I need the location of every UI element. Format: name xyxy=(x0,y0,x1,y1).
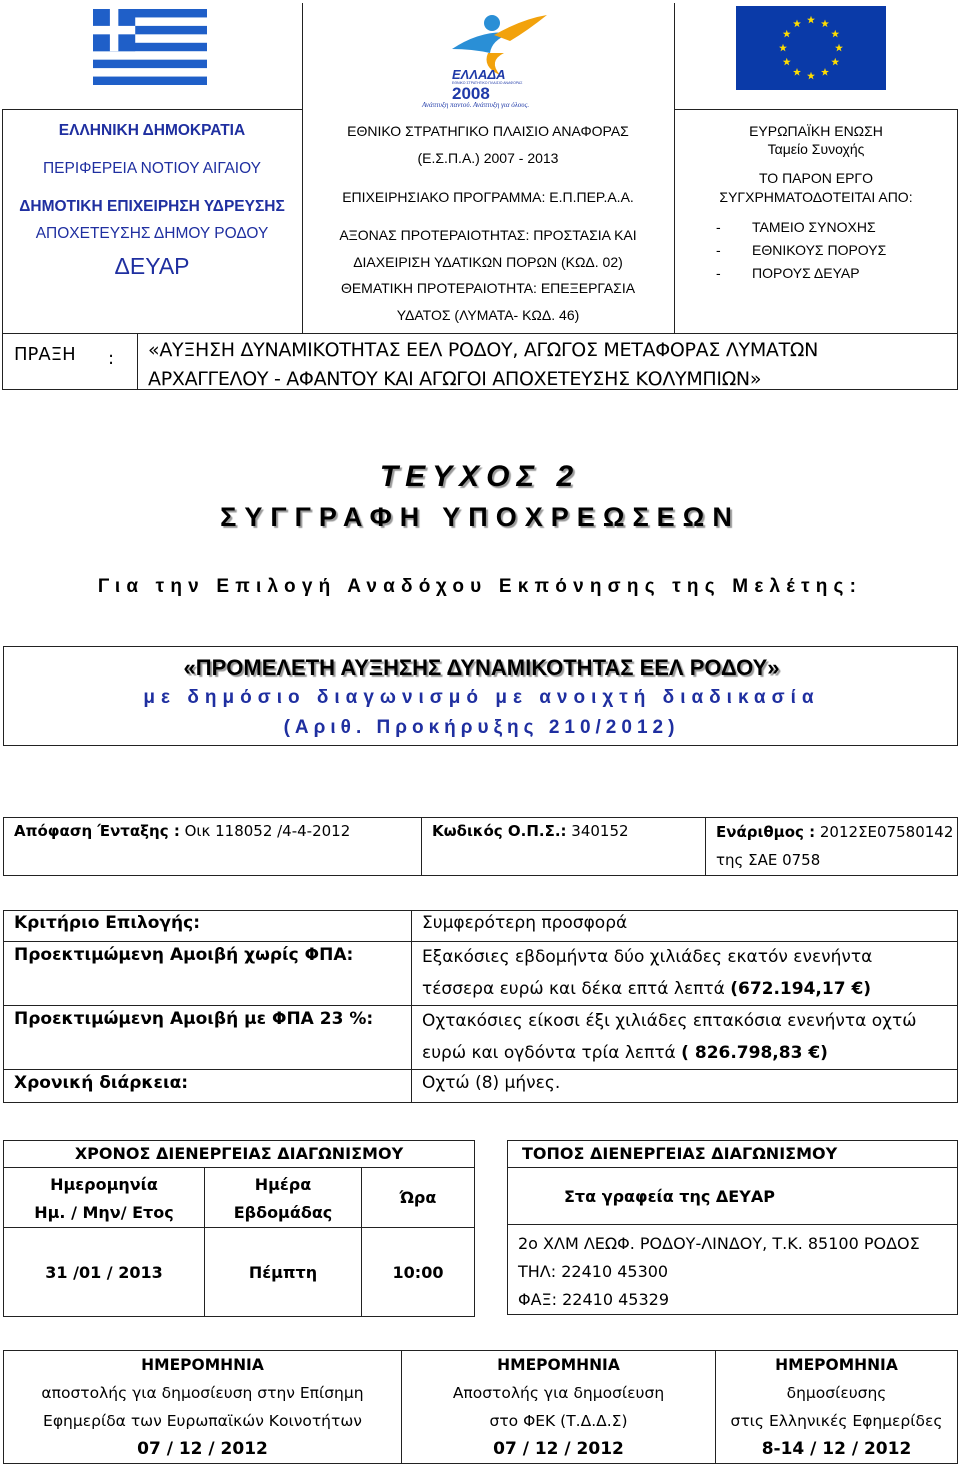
logo-slogan: Ανάπτυξη παντού. Ανάπτυξη για όλους. xyxy=(422,101,530,109)
nsrf-line-3: ΕΠΙΧΕΙΡΗΣΙΑΚΟ ΠΡΟΓΡΑΜΜΑ: Ε.Π.ΠΕΡ.Α.Α. xyxy=(342,189,634,205)
contest-time-table: ΧΡΟΝΟΣ ΔΙΕΝΕΡΓΕΙΑΣ ΔΙΑΓΩΝΙΣΜΟΥ Ημερομηνία Ημ. / Μην/ Ετος Ημέρα Εβδομάδας Ώρα 31 /01 / 2013 Πέμπτη 10:00 xyxy=(3,1140,475,1317)
purpose-line: Για την Επιλογή Αναδόχου Εκπόνησης της Μελέτης: xyxy=(97,576,863,597)
table-row: Χρονική διάρκεια: Οχτώ (8) μήνες. xyxy=(4,1070,958,1103)
criteria-table xyxy=(3,910,958,1103)
nsrf-line-2: (Ε.Σ.Π.Α.) 2007 - 2013 xyxy=(417,150,559,166)
nsrf-line-4: ΑΞΟΝΑΣ ΠΡΟΤΕΡΑΙΟΤΗΤΑΣ: ΠΡΟΣΤΑΣΙΑ ΚΑΙ xyxy=(339,227,637,243)
logo-title: ΕΛΛΑΔΑ xyxy=(452,67,506,82)
funding-item: - ΠΟΡΟΥΣ ΔΕΥΑΡ xyxy=(716,265,860,281)
praxi-title-1: «ΑΥΞΗΣΗ ΔΥΝΑΜΙΚΟΤΗΤΑΣ ΕΕΛ ΡΟΔΟΥ, ΑΓΩΓΟΣ ΜΕΤΑΦΟΡΑΣ ΛΥΜΑΤΩΝ xyxy=(148,339,819,361)
ops-code-cell: Κωδικός Ο.Π.Σ.: 340152 xyxy=(422,818,706,876)
logo-year: 2008 xyxy=(452,84,490,103)
nsrf-line-5: ΔΙΑΧΕΙΡΙΣΗ ΥΔΑΤΙΚΩΝ ΠΟΡΩΝ (ΚΩΔ. 02) xyxy=(353,254,623,270)
project-box xyxy=(3,646,958,746)
contest-place-table: ΤΟΠΟΣ ΔΙΕΝΕΡΓΕΙΑΣ ΔΙΑΓΩΝΙΣΜΟΥ Στα γραφεία της ΔΕΥΑΡ 2ο ΧΛΜ ΛΕΩΦ. ΡΟΔΟΥ-ΛΙΝΔΟΥ, Τ.Κ. 85100 ΡΟΔΟΣ ΤΗΛ: 22410 45300 ΦΑΞ: 22410 45329 xyxy=(507,1140,958,1315)
procedure-line: με δημόσιο διαγωνισμό με ανοιχτή διαδικασία xyxy=(143,687,820,708)
eu-line-4: ΣΥΓΧΡΗΜΑΤΟΔΟΤΕΙΤΑΙ ΑΠΟ: xyxy=(719,189,913,205)
funding-item: - ΕΘΝΙΚΟΥΣ ΠΟΡΟΥΣ xyxy=(716,242,887,258)
table-row: Κριτήριο Επιλογής: Συμφερότερη προσφορά xyxy=(4,911,958,942)
eu-line-1: ΕΥΡΩΠΑΪΚΗ ΕΝΩΣΗ xyxy=(749,123,883,139)
org-name: ΔΕΥΑΡ xyxy=(114,253,190,279)
espa-logo xyxy=(412,9,562,109)
nsrf-line-7: ΥΔΑΤΟΣ (ΛΥΜΑΤΑ- ΚΩΔ. 46) xyxy=(396,307,580,323)
funding-list xyxy=(716,216,956,285)
nsrf-line-6: ΘΕΜΑΤΙΚΗ ΠΡΟΤΕΡΑΙΟΤΗΤΑ: ΕΠΕΞΕΡΓΑΣΙΑ xyxy=(340,280,636,296)
eu-flag-icon xyxy=(736,6,886,90)
notice-number: (Αριθ. Προκήρυξης 210/2012) xyxy=(283,717,680,738)
eu-line-2: Ταμείο Συνοχής xyxy=(767,141,865,157)
greek-flag-icon xyxy=(79,9,221,85)
logo-subtitle: ΕΘΝΙΚΟ ΣΤΡΑΤΗΓΙΚΟ ΠΛΑΙΣΙΟ ΑΝΑΦΟΡΑΣ xyxy=(452,81,523,85)
document-title: ΣΥΓΓΡΑΦΗ ΥΠΟΧΡΕΩΣΕΩΝ xyxy=(220,502,740,532)
funding-item: - ΤΑΜΕΙΟ ΣΥΝΟΧΗΣ xyxy=(716,219,876,235)
eu-line-3: ΤΟ ΠΑΡΟΝ ΕΡΓΟ xyxy=(758,170,874,186)
org-line-4: ΑΠΟΧΕΤΕΥΣΗΣ ΔΗΜΟΥ ΡΟΔΟΥ xyxy=(35,225,269,242)
enarithmos-cell: Ενάριθμος : 2012ΣΕ07580142 της ΣΑΕ 0758 xyxy=(706,818,958,876)
date-column: ΗΜΕΡΟΜΗΝΙΑ δημοσίευσης στις Ελληνικές Εφημερίδες 8-14 / 12 / 2012 xyxy=(716,1351,958,1464)
decision-cell: Απόφαση Ένταξης : Οικ 118052 /4-4-2012 xyxy=(4,818,422,876)
header xyxy=(2,3,958,390)
org-line-3: ΔΗΜΟΤΙΚΗ ΕΠΙΧΕΙΡΗΣΗ ΥΔΡΕΥΣΗΣ xyxy=(19,198,285,215)
date-column: ΗΜΕΡΟΜΗΝΙΑ αποστολής για δημοσίευση στην Επίσημη Εφημερίδα των Ευρωπαϊκών Κοινοτήτων 07 / 12 / 2012 xyxy=(4,1351,402,1464)
date-column: ΗΜΕΡΟΜΗΝΙΑ Αποστολής για δημοσίευση στο ΦΕΚ (Τ.Δ.Δ.Σ) 07 / 12 / 2012 xyxy=(402,1351,716,1464)
praxi-title-2: ΑΡΧΑΓΓΕΛΟΥ - ΑΦΑΝΤΟΥ ΚΑΙ ΑΓΩΓΟΙ ΑΠΟΧΕΤΕΥΣΗΣ ΚΟΛΥΜΠΙΩΝ» xyxy=(148,368,762,390)
table-row: Προεκτιμώμενη Αμοιβή χωρίς ΦΠΑ: Εξακόσιες εβδομήντα δύο χιλιάδες εκατόν ενενήντα τέσσερα ευρώ και δέκα επτά λεπτά (672.194,17 €) xyxy=(4,942,958,1006)
org-line-1: ΕΛΛΗΝΙΚΗ ΔΗΜΟΚΡΑΤΙΑ xyxy=(58,122,246,139)
nsrf-line-1: ΕΘΝΙΚΟ ΣΤΡΑΤΗΓΙΚΟ ΠΛΑΙΣΙΟ ΑΝΑΦΟΡΑΣ xyxy=(347,123,629,139)
org-line-2: ΠΕΡΙΦΕΡΕΙΑ ΝΟΤΙΟΥ ΑΙΓΑΙΟΥ xyxy=(42,160,262,177)
praxi-colon: : xyxy=(108,348,115,369)
publication-dates-table xyxy=(3,1350,958,1464)
volume-title: ΤΕΥΧΟΣ 2 xyxy=(379,460,581,493)
project-title: «ΠΡΟΜΕΛΕΤΗ ΑΥΞΗΣΗΣ ΔΥΝΑΜΙΚΟΤΗΤΑΣ ΕΕΛ ΡΟΔΟΥ» xyxy=(183,655,780,680)
table-row: Προεκτιμώμενη Αμοιβή με ΦΠΑ 23 %: Οχτακόσιες είκοσι έξι χιλιάδες επτακόσια ενενήντα οχτώ ευρώ και ογδόντα τρία λεπτά ( 826.798,83 €) xyxy=(4,1006,958,1070)
praxi-label: ΠΡΑΞΗ xyxy=(14,344,76,365)
decision-table xyxy=(3,817,958,876)
